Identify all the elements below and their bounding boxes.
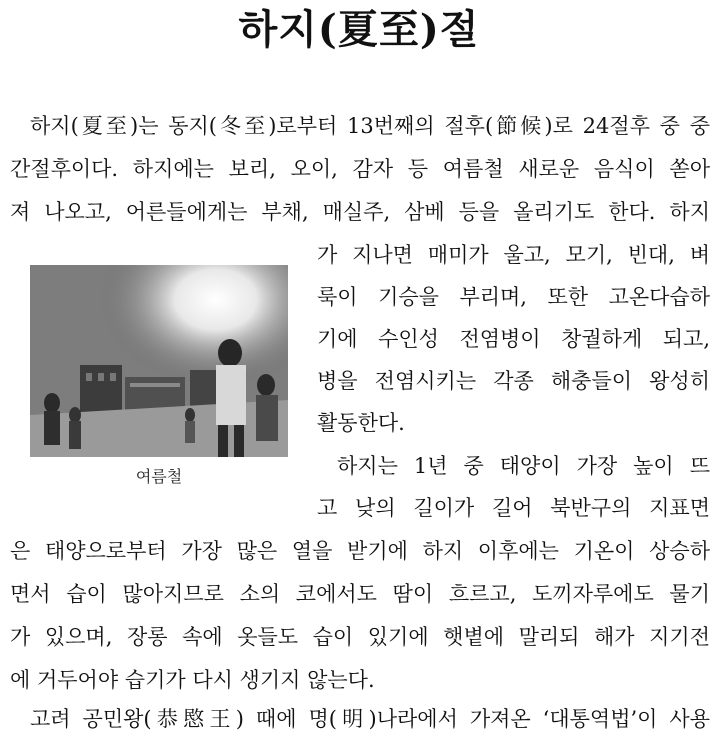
paragraph-line: 가 있으며, 장롱 속에 옷들도 습이 있기에 햇볕에 말리되 해가 지기전 [10, 625, 710, 649]
paragraph-line: 병을 전염시키는 각종 해충들이 왕성히 [317, 369, 710, 393]
paragraph-line: 간절후이다. 하지에는 보리, 오이, 감자 등 여름철 새로운 음식이 쏟아 [10, 157, 710, 181]
paragraph-line: 면서 습이 많아지므로 소의 코에서도 땀이 흐르고, 도끼자루에도 물기 [10, 582, 710, 606]
paragraph-line: 가 지나면 매미가 울고, 모기, 빈대, 벼 [317, 243, 710, 267]
paragraph-line: 기에 수인성 전염병이 창궐하게 되고, [317, 327, 710, 351]
figure-caption: 여름철 [135, 467, 183, 486]
paragraph-line: 고려 공민왕(恭愍王) 때에 명(明)나라에서 가져온 ‘대통역법’이 사용 [30, 707, 710, 731]
page-title: 하지(夏至)절 [238, 6, 480, 53]
paragraph-line: 활동한다. [317, 411, 405, 435]
paragraph-line: 룩이 기승을 부리며, 또한 고온다습하 [317, 285, 710, 309]
paragraph-line: 고 낮의 길이가 길어 북반구의 지표면 [317, 496, 710, 520]
paragraph-line: 하지(夏至)는 동지(冬至)로부터 13번째의 절후(節候)로 24절후 중 중 [30, 114, 710, 138]
summer-crowd-photo [30, 265, 288, 457]
paragraph-line: 은 태양으로부터 가장 많은 열을 받기에 하지 이후에는 기온이 상승하 [10, 539, 710, 563]
photo-illustration [30, 265, 288, 457]
paragraph-line: 에 거두어야 습기가 다시 생기지 않는다. [10, 668, 375, 692]
paragraph-line: 하지는 1년 중 태양이 가장 높이 뜨 [337, 454, 710, 478]
paragraph-line: 져 나오고, 어른들에게는 부채, 매실주, 삼베 등을 올리기도 한다. 하지 [10, 200, 710, 224]
